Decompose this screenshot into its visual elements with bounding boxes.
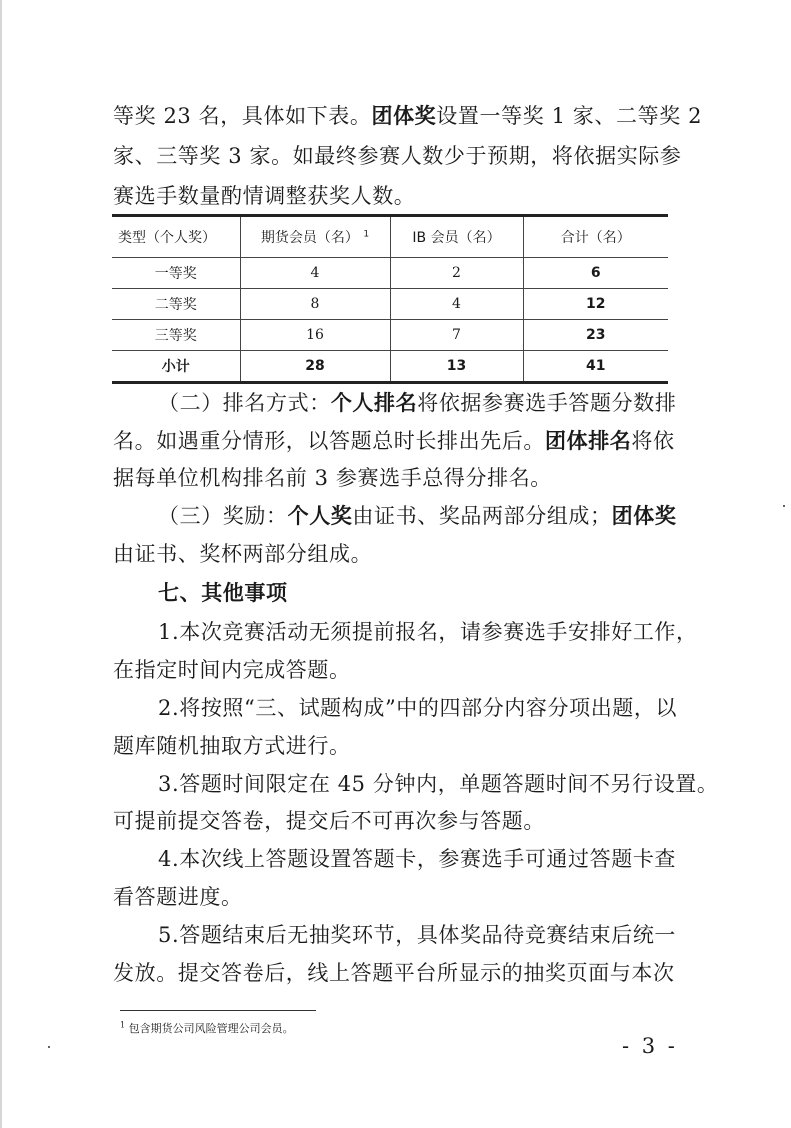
footnote-rule	[120, 1010, 316, 1011]
text-run: 名。如遇重分情形，以答题总时长排出先后。	[113, 429, 545, 453]
paragraph-line	[158, 385, 676, 421]
cell-type: 小计	[112, 351, 240, 383]
cell-ib: 7	[390, 320, 523, 351]
cell-ib: 13	[390, 351, 523, 383]
section-heading: 七、其他事项	[158, 581, 288, 605]
list-item-continuation: 在指定时间内完成答题。	[113, 658, 351, 682]
scan-speck	[783, 505, 785, 507]
text-run: 将依据参赛选手答题分数排	[417, 391, 677, 415]
paragraph-line: 由证书、奖杯两部分组成。	[113, 542, 373, 566]
text-run: 将依	[631, 429, 675, 453]
table-row-subtotal	[112, 351, 668, 383]
list-item: 3.答题时间限定在 45 分钟内，单题答题时间不另行设置。	[158, 772, 719, 796]
footnote-marker: 1	[120, 1020, 126, 1030]
text-run: 设置一等奖 1 家、二等奖 2	[436, 104, 703, 128]
text-run: （三）奖励：	[158, 504, 288, 528]
table-row	[112, 258, 668, 289]
list-item: 2.将按照“三、试题构成”中的四部分内容分项出题，以	[158, 696, 678, 720]
text-run: 等奖 23 名，具体如下表。	[113, 104, 372, 128]
list-item-continuation: 可提前提交答卷，提交后不可再次参与答题。	[113, 809, 545, 833]
header-type: 类型（个人奖）	[112, 216, 240, 258]
table-header-row	[112, 216, 668, 258]
scan-edge	[0, 0, 2, 1128]
bold-term: 团体奖	[611, 504, 677, 528]
paragraph-line	[158, 498, 676, 534]
header-ib-members: IB 会员（名）	[390, 216, 523, 258]
list-item: 4.本次线上答题设置答题卡，参赛选手可通过答题卡查	[158, 847, 677, 871]
paragraph-line: 赛选手数量酌情调整获奖人数。	[113, 184, 416, 208]
header-total: 合计（名）	[523, 216, 668, 258]
bold-term: 个人奖	[287, 504, 353, 528]
cell-futures: 4	[240, 258, 390, 289]
cell-type: 三等奖	[112, 320, 240, 351]
footnote	[120, 1020, 294, 1036]
text-run: 由证书、奖品两部分组成；	[352, 504, 612, 528]
cell-total: 41	[523, 351, 668, 383]
table-row	[112, 289, 668, 320]
header-label: 期货会员（名）	[260, 230, 359, 246]
paragraph-line: 家、三等奖 3 家。如最终参赛人数少于预期，将依据实际参	[113, 144, 682, 168]
awards-table	[112, 214, 668, 384]
paragraph-line	[113, 423, 675, 459]
list-item: 5.答题结束后无抽奖环节，具体奖品待竞赛结束后统一	[158, 923, 677, 947]
list-item: 1.本次竞赛活动无须提前报名，请参赛选手安排好工作，	[158, 620, 698, 644]
bold-term: 团体奖	[371, 104, 437, 128]
page-number: - 3 -	[622, 1034, 678, 1058]
table-row	[112, 320, 668, 351]
header-futures-members	[240, 216, 390, 258]
bold-term: 个人排名	[330, 391, 418, 415]
text-run: （二）排名方式：	[158, 391, 331, 415]
cell-futures: 8	[240, 289, 390, 320]
cell-ib: 4	[390, 289, 523, 320]
scan-speck	[48, 1046, 50, 1048]
footnote-marker: 1	[363, 229, 370, 240]
cell-type: 二等奖	[112, 289, 240, 320]
cell-type: 一等奖	[112, 258, 240, 289]
cell-futures: 28	[240, 351, 390, 383]
cell-total: 6	[523, 258, 668, 289]
cell-total: 12	[523, 289, 668, 320]
list-item-continuation: 题库随机抽取方式进行。	[113, 734, 351, 758]
cell-futures: 16	[240, 320, 390, 351]
paragraph-line	[113, 98, 702, 134]
cell-total: 23	[523, 320, 668, 351]
cell-ib: 2	[390, 258, 523, 289]
list-item-continuation: 看答题进度。	[113, 885, 243, 909]
footnote-text: 包含期货公司风险管理公司会员。	[128, 1022, 294, 1035]
list-item-continuation: 发放。提交答卷后，线上答题平台所显示的抽奖页面与本次	[113, 961, 675, 985]
paragraph-line: 据每单位机构排名前 3 参赛选手总得分排名。	[113, 466, 552, 490]
bold-term: 团体排名	[545, 429, 632, 453]
